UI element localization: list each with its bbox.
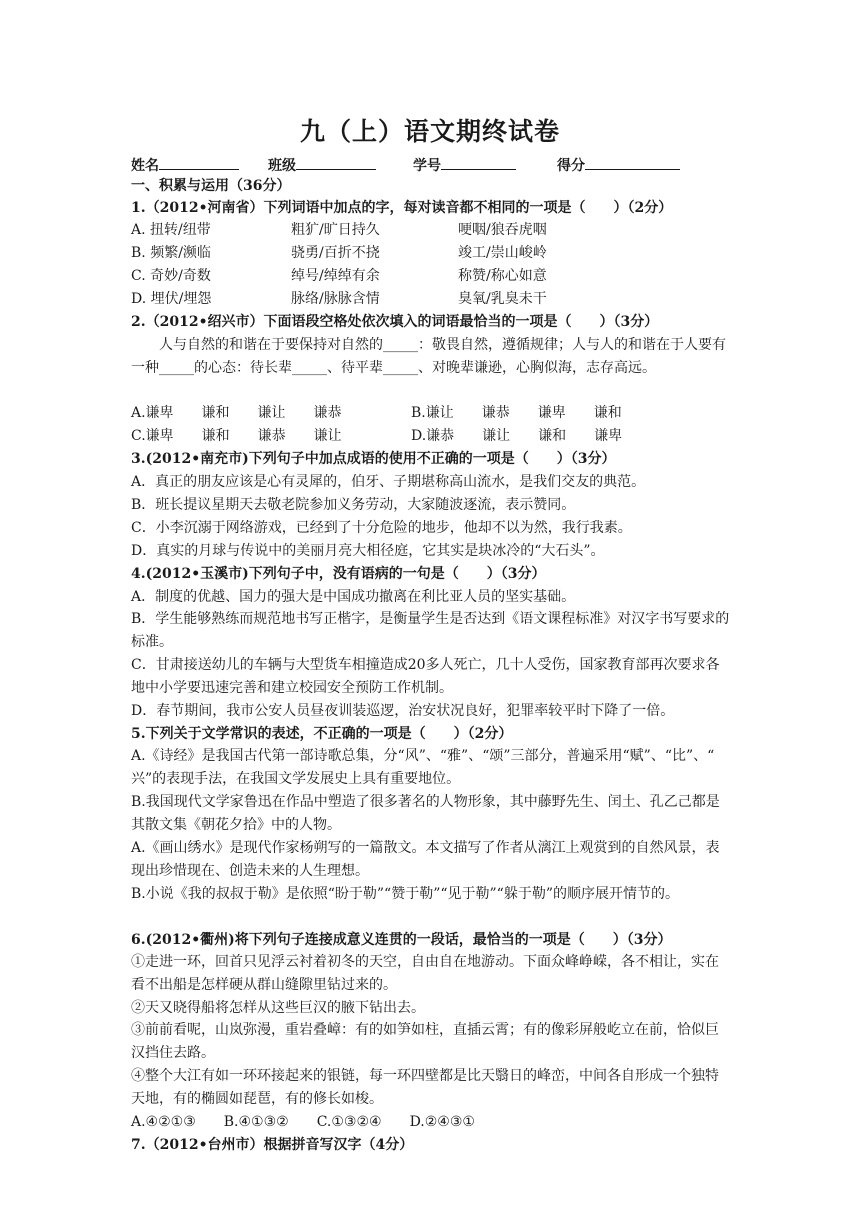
question-2-stem: 2.（2012•绍兴市）下面语段空格处依次填入的词语最恰当的一项是（ ）（3分） [131, 314, 659, 330]
q3-option-c: C．小李沉溺于网络游戏，已经到了十分危险的地步，他却不以为然，我行我素。 [131, 520, 632, 536]
class-field: 班级 [268, 155, 376, 175]
q1-option-a-2: 粗犷/旷日持久 [291, 222, 380, 238]
q4-option-b: B．学生能够熟练而规范地书写正楷字，是衡量学生是否达到《语文课程标准》对汉字书写要求的标准。 [131, 611, 730, 650]
question-6-stem: 6.(2012•衢州)将下列句子连接成意义连贯的一段话，最恰当的一项是（ ）（3分） [131, 932, 672, 948]
q6-sentence-4: ④整个大江有如一环环接起来的银链，每一环四壁都是比天翳日的峰峦，中间各自形成一个独特天地，有的椭圆如琵琶，有的修长如梭。 [131, 1068, 719, 1107]
name-field: 姓名 [131, 155, 239, 175]
q3-option-d: D．真实的月球与传说中的美丽月亮大相径庭，它其实是块冰冷的“大石头”。 [131, 543, 605, 559]
q1-option-b-2: 骁勇/百折不挠 [291, 245, 380, 261]
q1-option-d-1: D. 埋伏/埋怨 [131, 291, 212, 307]
question-7-stem: 7.（2012•台州市）根据拼音写汉字（4分） [131, 1137, 414, 1153]
question-5-stem: 5.下列关于文学常识的表述，不正确的一项是（ ）（2分） [131, 726, 513, 742]
q5-option-d: B.小说《我的叔叔于勒》是依照“盼于勒”“赞于勒”“见于勒”“躲于勒”的顺序展开情节的。 [131, 886, 679, 902]
q6-options: A.④②①③ B.④①③② C.①③②④ D.②④③① [131, 1114, 475, 1130]
q5-option-c: A.《画山绣水》是现代作家杨朔写的一篇散文。本文描写了作者从漓江上观赏到的自然风景，表现出珍惜现在、创造未来的人生理想。 [131, 840, 720, 879]
q6-sentence-1: ①走进一环，回首只见浮云衬着初冬的天空，自由自在地游动。下面众峰峥嵘，各不相让，实在看不出船是怎样硬从群山缝隙里钻过来的。 [131, 954, 719, 993]
q2-passage: 人与自然的和谐在于要保持对自然的_____：敬畏自然，遵循规律；人与人的和谐在于人要有一种_____的心态：待长辈_____、待平辈_____、对晚辈谦逊，心胸似海，志存高远。 [131, 337, 726, 376]
q6-sentence-2: ②天又晓得船将怎样从这些巨汉的腋下钻出去。 [131, 1000, 425, 1016]
score-field: 得分 [557, 155, 680, 175]
q3-option-b: B．班长提议星期天去敬老院参加义务劳动，大家随波逐流，表示赞同。 [131, 497, 576, 513]
question-3-stem: 3.(2012•南充市)下列句子中加点成语的使用不正确的一项是（ ）（3分） [131, 451, 616, 467]
q2-option-c: C.谦卑 谦和 谦恭 谦让 [131, 428, 342, 444]
q3-option-a: A．真正的朋友应该是心有灵犀的，伯牙、子期堪称高山流水，是我们交友的典范。 [131, 474, 646, 490]
q1-option-a-3: 哽咽/狼吞虎咽 [458, 222, 547, 238]
q1-option-d-2: 脉络/脉脉含情 [291, 291, 380, 307]
q2-option-a: A.谦卑 谦和 谦让 谦恭 [131, 405, 342, 421]
id-field: 学号 [413, 155, 516, 175]
q1-option-a-1: A. 扭转/纽带 [131, 222, 211, 238]
q1-option-b-1: B. 频繁/濒临 [131, 245, 211, 261]
q1-option-c-3: 称赞/称心如意 [458, 268, 547, 284]
question-1-stem: 1.（2012•河南省）下列词语中加点的字，每对读音都不相同的一项是（ ）（2分） [131, 200, 673, 216]
exam-title: 九（上）语文期终试卷 [299, 117, 560, 146]
q5-option-b: B.我国现代文学家鲁迅在作品中塑造了很多著名的人物形象，其中藤野先生、闰土、孔乙己都是其散文集《朝花夕拾》中的人物。 [131, 794, 720, 833]
question-4-stem: 4.(2012•玉溪市)下列句子中，没有语病的一句是（ ）（3分） [131, 566, 546, 582]
q4-option-c: C．甘肃接送幼儿的车辆与大型货车相撞造成20多人死亡，几十人受伤，国家教育部再次要求各地中小学要迅速完善和建立校园安全预防工作机制。 [131, 657, 720, 696]
q2-option-b: B.谦让 谦恭 谦卑 谦和 [411, 405, 622, 421]
q4-option-a: A．制度的优越、国力的强大是中国成功撤离在利比亚人员的坚实基础。 [131, 589, 576, 605]
q4-option-d: D．春节期间，我市公安人员昼夜训装巡逻，治安状况良好，犯罪率较平时下降了一倍。 [131, 703, 675, 719]
q1-option-b-3: 竣工/崇山峻岭 [458, 245, 547, 261]
q1-option-c-1: C. 奇妙/奇数 [131, 268, 211, 284]
q5-option-a: A.《诗经》是我国古代第一部诗歌总集，分“风”、“雅”、“颂”三部分，普遍采用“赋”、“比”、“ 兴”的表现手法，在我国文学发展史上具有重要地位。 [131, 748, 715, 787]
section-heading: 一、积累与运用（36分） [131, 178, 291, 194]
q6-sentence-3: ③前前看呢，山岚弥漫，重岩叠嶂：有的如笋如柱，直插云霄；有的像彩屏般屹立在前，恰似巨汉挡住去路。 [131, 1022, 719, 1061]
q2-option-d: D.谦恭 谦让 谦和 谦卑 [411, 428, 623, 444]
q1-option-d-3: 臭氧/乳臭未干 [458, 291, 547, 307]
q1-option-c-2: 绰号/绰绰有余 [291, 268, 380, 284]
